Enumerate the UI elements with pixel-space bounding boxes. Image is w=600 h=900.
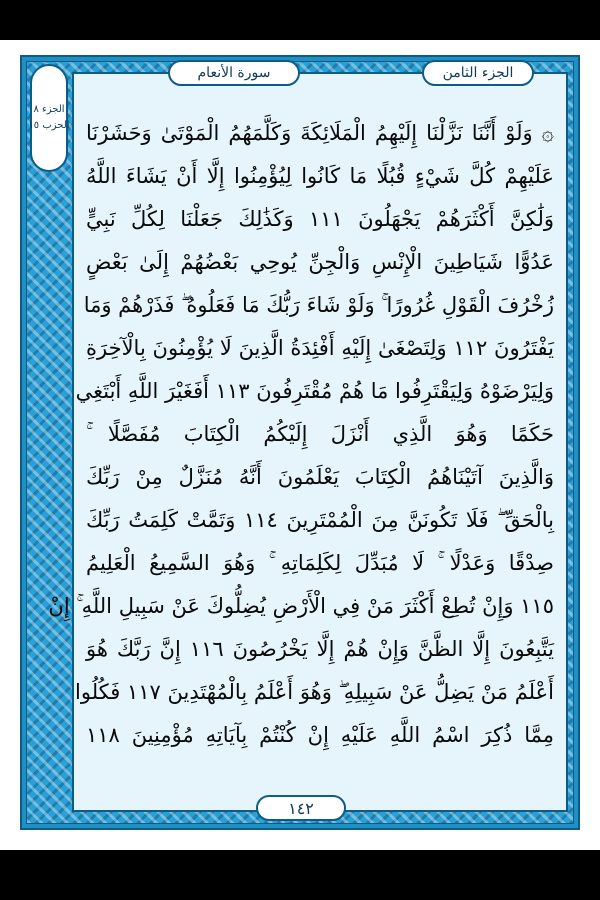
text-line: ۞ وَلَوْ أَنَّنَا نَزَّلْنَا إِلَيْهِمُ الْمَلَائِكَةَ وَكَلَّمَهُمُ الْمَوْتَىٰ وَحَشَرْنَا xyxy=(86,121,554,145)
text-line: وَلِيَرْضَوْهُ وَلِيَقْتَرِفُوا مَا هُمْ مُقْتَرِفُونَ ١١٣ أَفَغَيْرَ اللَّهِ أَبْتَغِي xyxy=(75,379,554,403)
juz-header-label: الجزء الثامن xyxy=(422,60,534,86)
surah-header-label: سورة الأنعام xyxy=(168,60,300,86)
text-line: حَكَمًا وَهُوَ الَّذِي أَنْزَلَ إِلَيْكُمُ الْكِتَابَ مُفَصَّلًا ۚ xyxy=(86,422,554,446)
text-line: وَلَٰكِنَّ أَكْثَرَهُمْ يَجْهَلُونَ ١١١ وَكَذَٰلِكَ جَعَلْنَا لِكُلِّ نَبِيٍّ xyxy=(86,207,555,231)
text-line: عَدُوًّا شَيَاطِينَ الْإِنْسِ وَالْجِنِّ يُوحِي بَعْضُهُمْ إِلَىٰ بَعْضٍ xyxy=(86,250,554,274)
side-hizb: الحزب ١٥ xyxy=(28,120,70,131)
text-line: مِمَّا ذُكِرَ اسْمُ اللَّهِ عَلَيْهِ إِنْ كُنْتُمْ بِآيَاتِهِ مُؤْمِنِينَ ١١٨ xyxy=(86,723,554,747)
text-line: ١١٥ وَإِنْ تُطِعْ أَكْثَرَ مَنْ فِي الْأَرْضِ يُضِلُّوكَ عَنْ سَبِيلِ اللَّهِ ۚ إِنْ xyxy=(48,594,554,618)
text-line: صِدْقًا وَعَدْلًا ۚ لَا مُبَدِّلَ لِكَلِمَاتِهِ ۚ وَهُوَ السَّمِيعُ الْعَلِيمُ xyxy=(86,551,554,575)
page-number: ١٤٢ xyxy=(256,795,346,821)
juz-hizb-medallion xyxy=(30,64,68,172)
text-line: يَتَّبِعُونَ إِلَّا الظَّنَّ وَإِنْ هُمْ إِلَّا يَخْرُصُونَ ١١٦ إِنَّ رَبَّكَ هُوَ xyxy=(86,637,554,661)
text-line: وَالَّذِينَ آتَيْنَاهُمُ الْكِتَابَ يَعْلَمُونَ أَنَّهُ مُنَزَّلٌ مِنْ رَبِّكَ xyxy=(86,465,554,489)
text-line: يَفْتَرُونَ ١١٢ وَلِتَصْغَىٰ إِلَيْهِ أَفْئِدَةُ الَّذِينَ لَا يُؤْمِنُونَ بِالْآخِرَةِ xyxy=(86,336,554,360)
text-line: عَلَيْهِمْ كُلَّ شَيْءٍ قُبُلًا مَا كَانُوا لِيُؤْمِنُوا إِلَّا أَنْ يَشَاءَ اللَّهُ xyxy=(86,164,554,188)
text-line: أَعْلَمُ مَنْ يَضِلُّ عَنْ سَبِيلِهِ ۖ وَهُوَ أَعْلَمُ بِالْمُهْتَدِينَ ١١٧ فَكُلُوا xyxy=(75,680,554,704)
text-line: زُخْرُفَ الْقَوْلِ غُرُورًا ۚ وَلَوْ شَاءَ رَبُّكَ مَا فَعَلُوهُ ۖ فَذَرْهُمْ وَمَا xyxy=(83,293,554,317)
text-line: بِالْحَقِّ ۖ فَلَا تَكُونَنَّ مِنَ الْمُمْتَرِينَ ١١٤ وَتَمَّتْ كَلِمَتُ رَبِّكَ xyxy=(86,508,555,532)
side-juz: الجزء ٨ xyxy=(33,104,65,115)
